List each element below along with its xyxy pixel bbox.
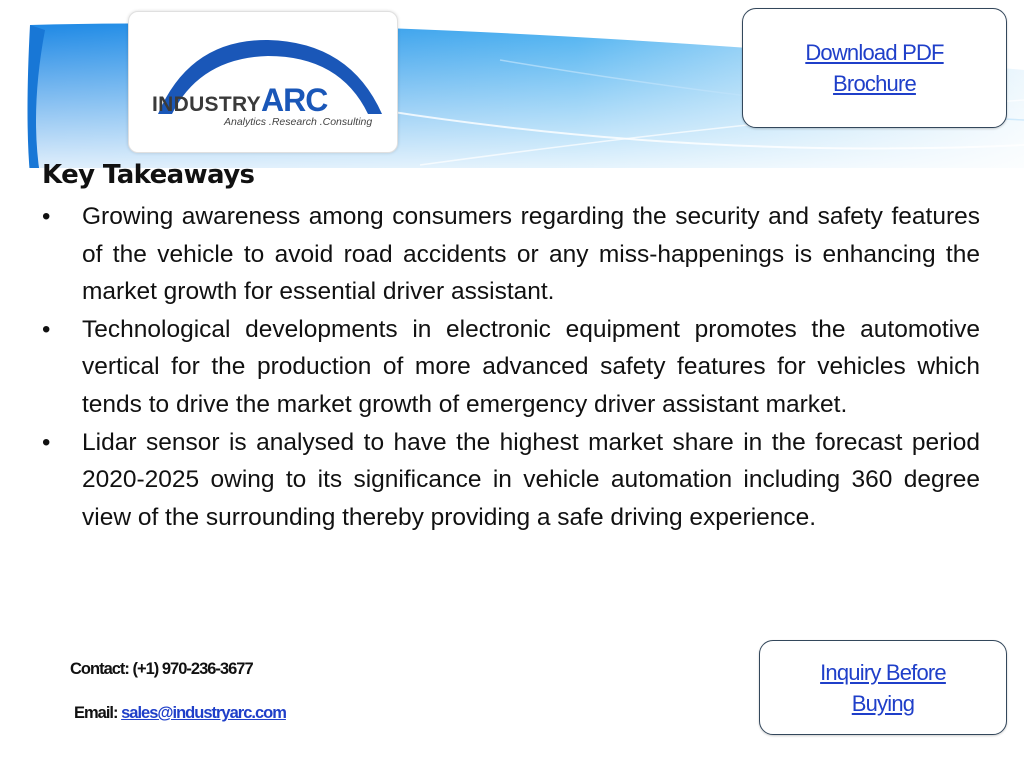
list-item xyxy=(42,198,980,311)
download-pdf-line1: Download PDF xyxy=(805,40,944,65)
download-pdf-callout xyxy=(742,8,1007,128)
logo-tagline: Analytics .Research .Consulting xyxy=(224,116,373,128)
logo-industry-text: INDUSTRY xyxy=(152,93,261,116)
contact-email-line xyxy=(74,704,286,723)
page-title: Key Takeaways xyxy=(42,160,255,190)
download-pdf-link[interactable] xyxy=(805,37,943,99)
inquiry-before-buying-link[interactable] xyxy=(820,657,946,719)
email-label: Email: xyxy=(74,704,118,722)
list-item xyxy=(42,311,980,424)
bullet-icon: • xyxy=(42,203,51,230)
contact-phone: Contact: (+1) 970-236-3677 xyxy=(70,660,253,678)
inquiry-callout xyxy=(759,640,1007,735)
download-pdf-line2: Brochure xyxy=(833,71,916,96)
email-link[interactable]: sales@industryarc.com xyxy=(121,704,286,722)
inquiry-line2: Buying xyxy=(851,690,915,716)
list-item xyxy=(42,424,980,537)
takeaways-list xyxy=(42,198,980,536)
logo-wordmark xyxy=(152,82,392,118)
list-item-text: Growing awareness among consumers regarding the security and safety features of the vehicle to avoid road accidents or any miss-happenings is enhancing the market growth for essential driver assistant. xyxy=(82,203,980,306)
bullet-icon: • xyxy=(42,315,51,343)
list-item-text: Lidar sensor is analysed to have the highest market share in the forecast period 2020-2025 owing to its significance in vehicle automation including 360 degree view of the surrounding thereby providing a safe driving experience. xyxy=(82,428,980,531)
logo-arc-text: ARC xyxy=(260,82,328,118)
bullet-icon: • xyxy=(42,428,51,456)
inquiry-line1: Inquiry Before xyxy=(820,659,946,685)
list-item-text: Technological developments in electronic equipment promotes the automotive vertical for the production of more advanced safety features for vehicles which tends to drive the market growth of emergency driver assistant market. xyxy=(82,315,980,418)
